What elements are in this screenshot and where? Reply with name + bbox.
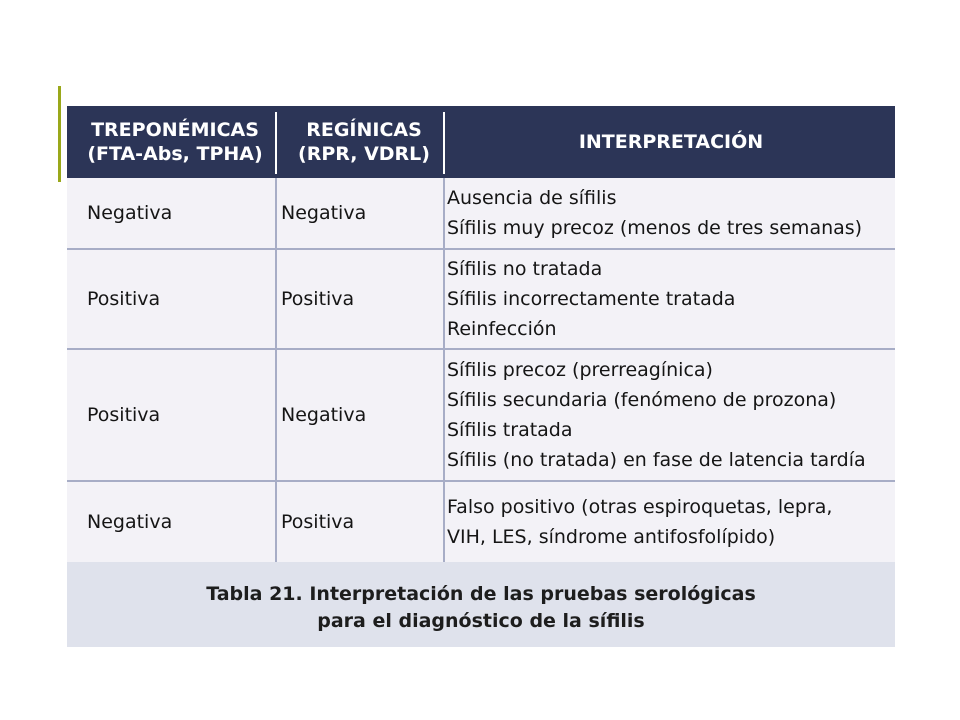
header-divider (275, 112, 277, 174)
table-header (67, 106, 895, 178)
cell-interpretacion: Sífilis no tratada Sífilis incorrectamente tratada Reinfección (447, 258, 736, 340)
header-divider (443, 112, 445, 174)
cell-reginicas: Negativa (281, 404, 367, 426)
accent-bar (58, 86, 61, 182)
cell-treponemicas: Negativa (87, 202, 173, 224)
cell-reginicas: Positiva (281, 288, 355, 310)
header-interpretacion: INTERPRETACIÓN (578, 131, 764, 153)
cell-treponemicas: Negativa (87, 511, 173, 533)
serology-table (67, 106, 895, 647)
cell-treponemicas: Positiva (87, 288, 161, 310)
column-divider (275, 178, 277, 562)
table-row (67, 178, 895, 250)
cell-reginicas: Negativa (281, 202, 367, 224)
table-row (67, 482, 895, 562)
column-divider (443, 178, 445, 562)
table-row (67, 250, 895, 350)
header-reginicas: REGÍNICAS (RPR, VDRL) (298, 119, 430, 165)
table-caption: Tabla 21. Interpretación de las pruebas serológicas para el diagnóstico de la sífilis (206, 582, 756, 632)
cell-interpretacion: Falso positivo (otras espiroquetas, lepra, VIH, LES, síndrome antifosfolípido) (447, 496, 833, 548)
cell-interpretacion: Sífilis precoz (prerreagínica) Sífilis secundaria (fenómeno de prozona) Sífilis tratada Sífilis (no tratada) en fase de latencia tardía (447, 359, 866, 471)
header-treponemicas: TREPONÉMICAS (FTA-Abs, TPHA) (87, 119, 263, 165)
cell-treponemicas: Positiva (87, 404, 161, 426)
table-row (67, 350, 895, 482)
cell-reginicas: Positiva (281, 511, 355, 533)
cell-interpretacion: Ausencia de sífilis Sífilis muy precoz (menos de tres semanas) (447, 187, 863, 239)
table-body (67, 178, 895, 562)
